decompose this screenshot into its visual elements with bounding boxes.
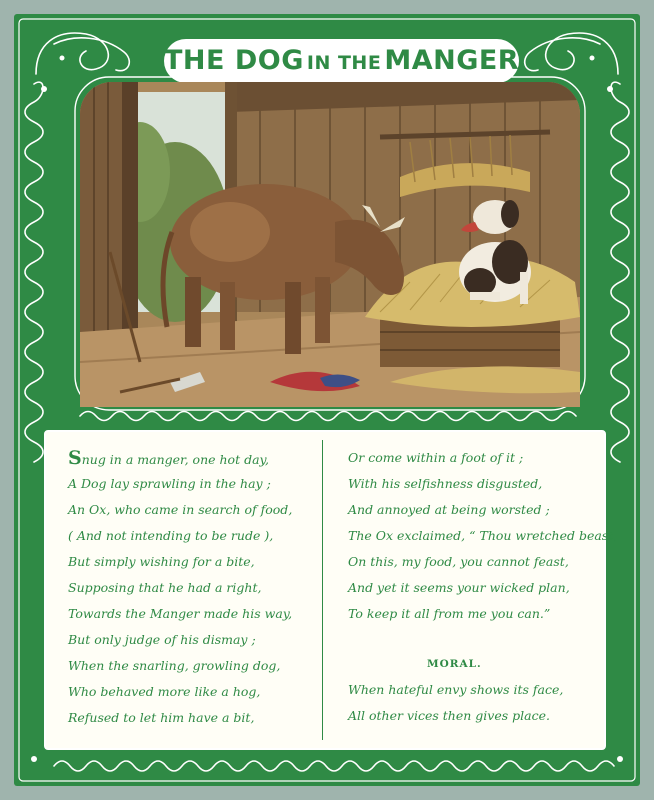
poem-line: And yet it seems your wicked plan, (348, 580, 570, 595)
poem-line: To keep it all from me you can.” (348, 606, 551, 621)
poem-line: On this, my food, you cannot feast, (348, 554, 569, 569)
poem-line: And annoyed at being worsted ; (348, 502, 550, 517)
poem-line: But simply wishing for a bite, (68, 554, 255, 569)
poem-line: ( And not intending to be rude ), (68, 528, 274, 543)
poem-line: When the snarling, growling dog, (68, 658, 281, 673)
poem-line: The Ox exclaimed, “ Thou wretched beast, (348, 528, 618, 543)
moral-heading: MORAL. (427, 658, 482, 670)
poem-line: With his selfishness disgusted, (348, 476, 543, 491)
moral-lines (348, 682, 563, 734)
column-divider (322, 440, 323, 740)
poem-panel (44, 430, 618, 750)
poem-line: Supposing that he had a right, (68, 580, 262, 595)
poem-line: Towards the Manger made his way, (68, 606, 293, 621)
poem-line: Or come within a foot of it ; (348, 450, 524, 465)
ox-and-dog-in-stable-illustration-icon (80, 82, 580, 407)
poem-line-text: nug in a manger, one hot day, (81, 452, 269, 467)
drop-cap: S (68, 447, 82, 469)
poem-line: A Dog lay sprawling in the hay ; (68, 476, 271, 491)
poem-line: But only judge of his dismay ; (68, 632, 256, 647)
poem-line (68, 447, 292, 476)
poem-line: Who behaved more like a hog, (68, 684, 261, 699)
ox-and-dog-illustration (80, 82, 580, 407)
moral-line: All other vices then gives place. (348, 708, 550, 723)
card (14, 14, 640, 786)
poem-line: An Ox, who came in search of food, (68, 502, 293, 517)
title-part-in-the: IN THE (306, 52, 382, 74)
title-part-dog: THE DOG (164, 45, 304, 76)
title-part-manger: MANGER (384, 45, 520, 76)
page-title (164, 39, 519, 83)
moral-line: When hateful envy shows its face, (348, 682, 564, 697)
poem-left-column (68, 447, 293, 736)
poem-right-column (348, 450, 617, 632)
poem-line: Refused to let him have a bit, (68, 710, 255, 725)
